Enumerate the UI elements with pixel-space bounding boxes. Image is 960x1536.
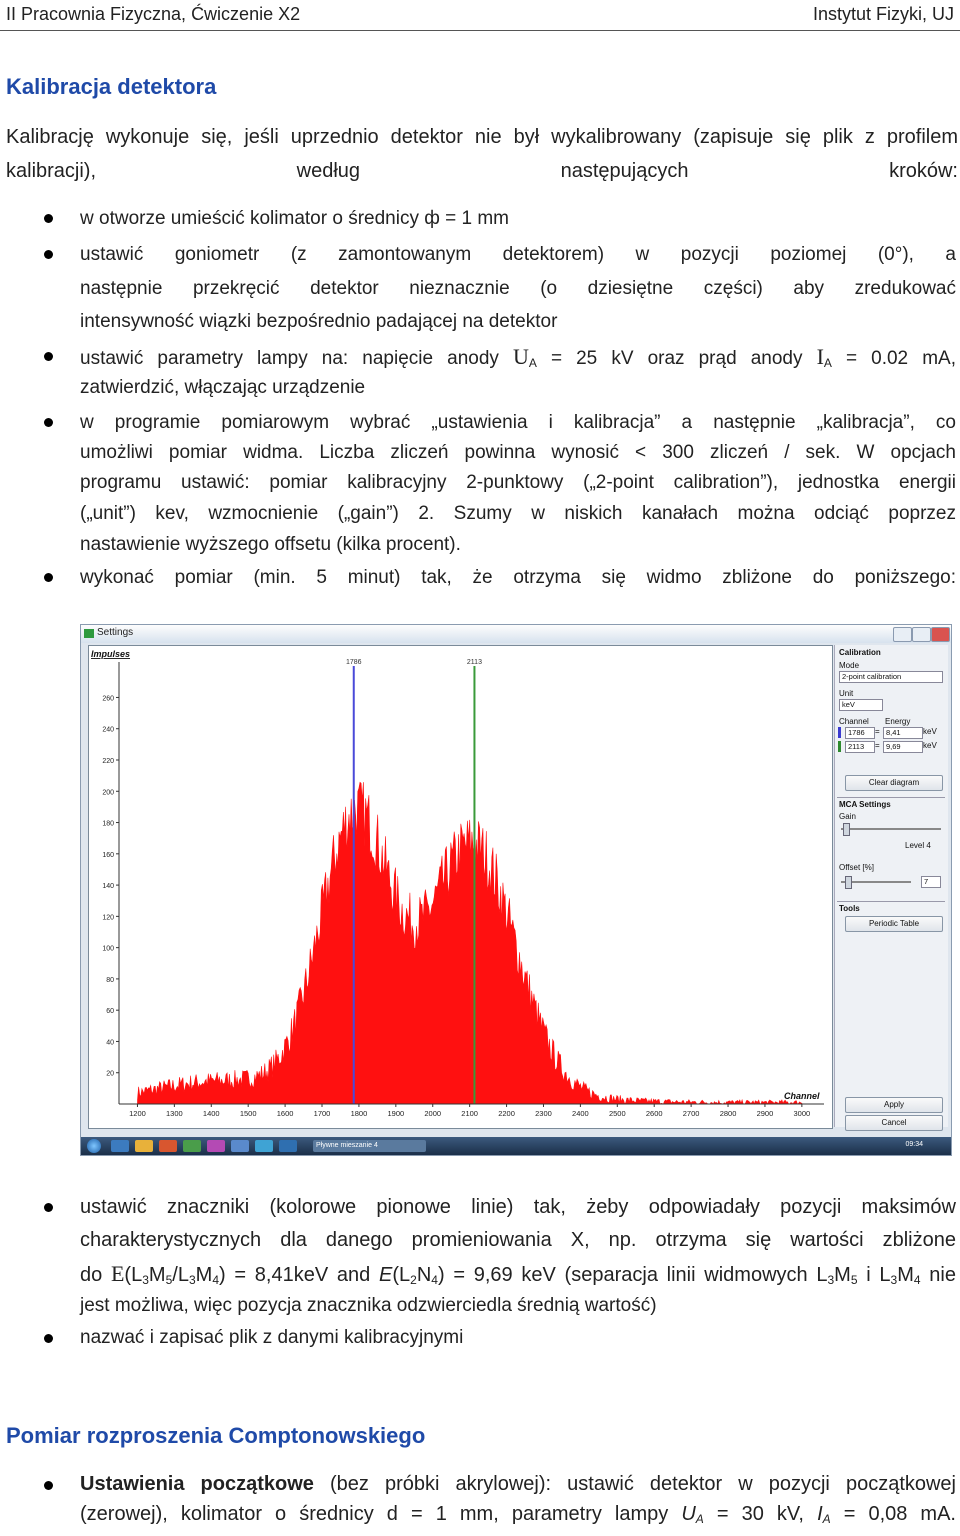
compton-setup-2: (zerowej), kolimator o średnicy d = 1 mm, parametry lampy $U_A = 30$ kV, $I_A = 0,08$ mA. [80,1503,956,1526]
tools-heading: Tools [839,904,860,913]
step-collimator: w otworze umieścić kolimator o średnicy ф = 1 mm [80,208,510,229]
bullet-icon [44,1481,53,1490]
channel1-input[interactable]: 1786 [845,727,875,739]
x-tick-label: 1500 [239,1109,257,1118]
equals-sign: = [875,741,880,750]
step-lamp-params: ustawić parametry lampy na: napięcie anody $U_A = 25$ kV oraz prąd anody $I_A = 0.02$ mA, [80,344,956,370]
offset-input[interactable]: 7 [921,876,941,888]
unit-kev-2: keV [923,741,937,750]
marker-label-1: 1786 [345,659,362,666]
x-tick-label: 2700 [682,1109,700,1118]
spectrum-fill [137,782,801,1104]
step-program-4: („unit”) kev, wzmocnienie („gain”) 2. Szumy w niskich kanałach można odciąć poprzez [80,503,956,524]
spectrum-chart [89,646,832,1128]
y-tick-label: 240 [102,726,114,734]
energy2-input[interactable]: 9,69 [883,741,923,753]
step-goniometer-3: intensywność wiązki bezpośrednio padającej na detektor [80,311,558,332]
step-markers-1: ustawić znaczniki (kolorowe pionowe linie) tak, żeby odpowiadały pozycji maksimów [80,1196,956,1218]
taskbar-app-icon[interactable] [207,1140,225,1152]
bullet-icon [44,1203,53,1212]
marker-label-2: 2113 [466,659,482,666]
y-tick-label: 80 [106,976,114,984]
bullet-icon [44,250,53,259]
header-right: Instytut Fizyki, UJ [812,4,954,24]
step-program-3: programu ustawić: pomiar kalibracyjny 2-punktowy („2-point calibration”), jednostka energii [80,472,956,493]
step-goniometer-2: następnie przekręcić detektor nieznacznie (o dziesiętne części) aby zredukować [80,278,956,299]
y-tick-label: 60 [106,1008,114,1016]
x-tick-label: 2000 [424,1109,442,1118]
step-program-2: umożliwi pomiar widma. Liczba zliczeń powinna wynosić < 300 zliczeń / sek. W opcjach [80,442,956,463]
taskbar-app-icon[interactable] [255,1140,273,1152]
x-tick-label: 1400 [202,1109,220,1118]
offset-slider-thumb[interactable] [845,876,852,889]
bullet-icon [44,1334,53,1343]
channel-label: Channel [839,717,869,726]
energy-label: Energy [885,717,911,726]
taskbar [81,1137,951,1155]
x-tick-label: 3000 [793,1109,811,1118]
close-button[interactable] [931,627,950,642]
unit-label: Unit [839,689,854,698]
y-tick-label: 140 [102,883,114,891]
cancel-button[interactable]: Cancel [845,1115,943,1131]
clear-diagram-button[interactable]: Clear diagram [845,775,943,791]
y-tick-label: 40 [106,1039,114,1047]
y-tick-label: 100 [102,945,114,953]
step-program-1: w programie pomiarowym wybrać „ustawienia i kalibracja” a następnie „kalibracja”, co [80,412,956,433]
unit-select[interactable]: keV [839,699,883,711]
x-tick-label: 1300 [166,1109,183,1118]
y-tick-label: 200 [102,789,114,797]
y-axis-label: Impulses [91,649,131,659]
taskbar-active-window[interactable]: Pływne mieszanie 4 [313,1140,426,1152]
step-markers-2: charakterystycznych dla danego promieniowania X, np. otrzyma się wartości zbliżone [80,1229,956,1251]
x-tick-label: 2500 [608,1109,626,1118]
taskbar-app-icon[interactable] [135,1140,153,1152]
y-tick-label: 220 [102,758,114,765]
step-measure: wykonać pomiar (min. 5 minut) tak, że otrzyma się widmo zbliżone do poniższego: [80,567,956,588]
bullet-icon [44,352,53,361]
calibration-heading: Calibration [839,648,881,657]
software-screenshot [80,624,952,1156]
taskbar-app-icon[interactable] [279,1140,297,1152]
x-tick-label: 2800 [719,1109,737,1118]
window-titlebar [81,625,951,643]
gain-slider-thumb[interactable] [843,823,850,836]
energy1-input[interactable]: 8,41 [883,727,923,739]
step-markers-3: do $E(L_3M_5/L_3M_4) = 8,41keV$ and $E(L_2N_4) = 9,69$ keV (separacja linii widmowych $L_3M_5$ i $L_3M_4$ nie [80,1261,957,1287]
page-header [0,0,960,31]
window-title: Settings [97,627,134,638]
settings-panel [834,645,948,1127]
taskbar-app-icon[interactable] [183,1140,201,1152]
unit-kev-1: keV [923,727,937,736]
bullet-icon [44,214,53,223]
y-tick-label: 120 [102,914,114,922]
header-left: II Pracownia Fizyczna, Ćwiczenie X2 [6,4,301,24]
step-goniometer-1: ustawić goniometr (z zamontowanym detektorem) w pozycji poziomej (0°), a [80,244,956,265]
offset-label: Offset [%] [839,863,874,872]
gain-slider[interactable] [841,828,941,830]
minimize-button[interactable] [893,627,912,642]
x-tick-label: 1600 [276,1109,294,1118]
y-tick-label: 20 [106,1070,114,1078]
channel2-input[interactable]: 2113 [845,741,875,753]
taskbar-app-icon[interactable] [231,1140,249,1152]
step-program-5: nastawienie wyższego offsetu (kilka procent). [80,534,461,555]
x-axis-label: Channel [784,1091,820,1101]
compton-setup-1: Ustawienia początkowe (bez próbki akrylowej): ustawić detektor w pozycji początkowej [80,1473,957,1495]
gain-level: Level 4 [905,841,931,850]
mode-select[interactable]: 2-point calibration [839,671,943,683]
x-tick-label: 2200 [498,1109,515,1118]
spectrum-plot [88,645,833,1129]
mca-heading: MCA Settings [839,800,891,809]
x-tick-label: 2900 [756,1109,774,1118]
divider [837,901,945,902]
x-tick-label: 1700 [313,1109,331,1118]
start-button[interactable] [87,1139,101,1153]
divider [837,797,945,798]
taskbar-app-icon[interactable] [111,1140,129,1152]
mode-label: Mode [839,661,860,670]
marker2-swatch [838,741,841,752]
marker1-swatch [838,727,841,738]
periodic-table-button[interactable]: Periodic Table [845,916,943,932]
x-tick-label: 2600 [645,1109,663,1118]
step-save-file: nazwać i zapisać plik z danymi kalibracyjnymi [80,1327,464,1348]
x-tick-label: 1200 [129,1109,146,1118]
step-lamp-confirm: zatwierdzić, włączając urządzenie [80,377,366,398]
y-tick-label: 260 [102,695,114,703]
x-tick-label: 2300 [535,1109,552,1118]
app-icon [84,629,94,638]
bullet-icon [44,573,53,582]
x-tick-label: 2100 [461,1109,478,1118]
taskbar-app-icon[interactable] [159,1140,177,1152]
section-title-compton: Pomiar rozproszenia Comptonowskiego [6,1423,426,1448]
maximize-button[interactable] [912,627,931,642]
equals-sign: = [875,727,880,736]
step-markers-4: jest możliwa, więc pozycja znacznika odzwierciedla średnią wartość) [80,1295,657,1316]
gain-label: Gain [839,812,856,821]
y-tick-label: 160 [102,851,114,859]
bullet-icon [44,418,53,427]
y-tick-label: 180 [102,820,114,828]
section-title-calibration: Kalibracja detektora [6,74,217,99]
x-tick-label: 1900 [387,1109,405,1118]
x-tick-label: 1800 [350,1109,368,1118]
clock: 09:34 [905,1141,923,1148]
x-tick-label: 2400 [572,1109,589,1118]
intro-paragraph: Kalibrację wykonuje się, jeśli uprzednio detektor nie był wykalibrowany (zapisuje się plik z profilem kalibracji), według następujących kroków: [6,126,958,182]
apply-button[interactable]: Apply [845,1097,943,1113]
